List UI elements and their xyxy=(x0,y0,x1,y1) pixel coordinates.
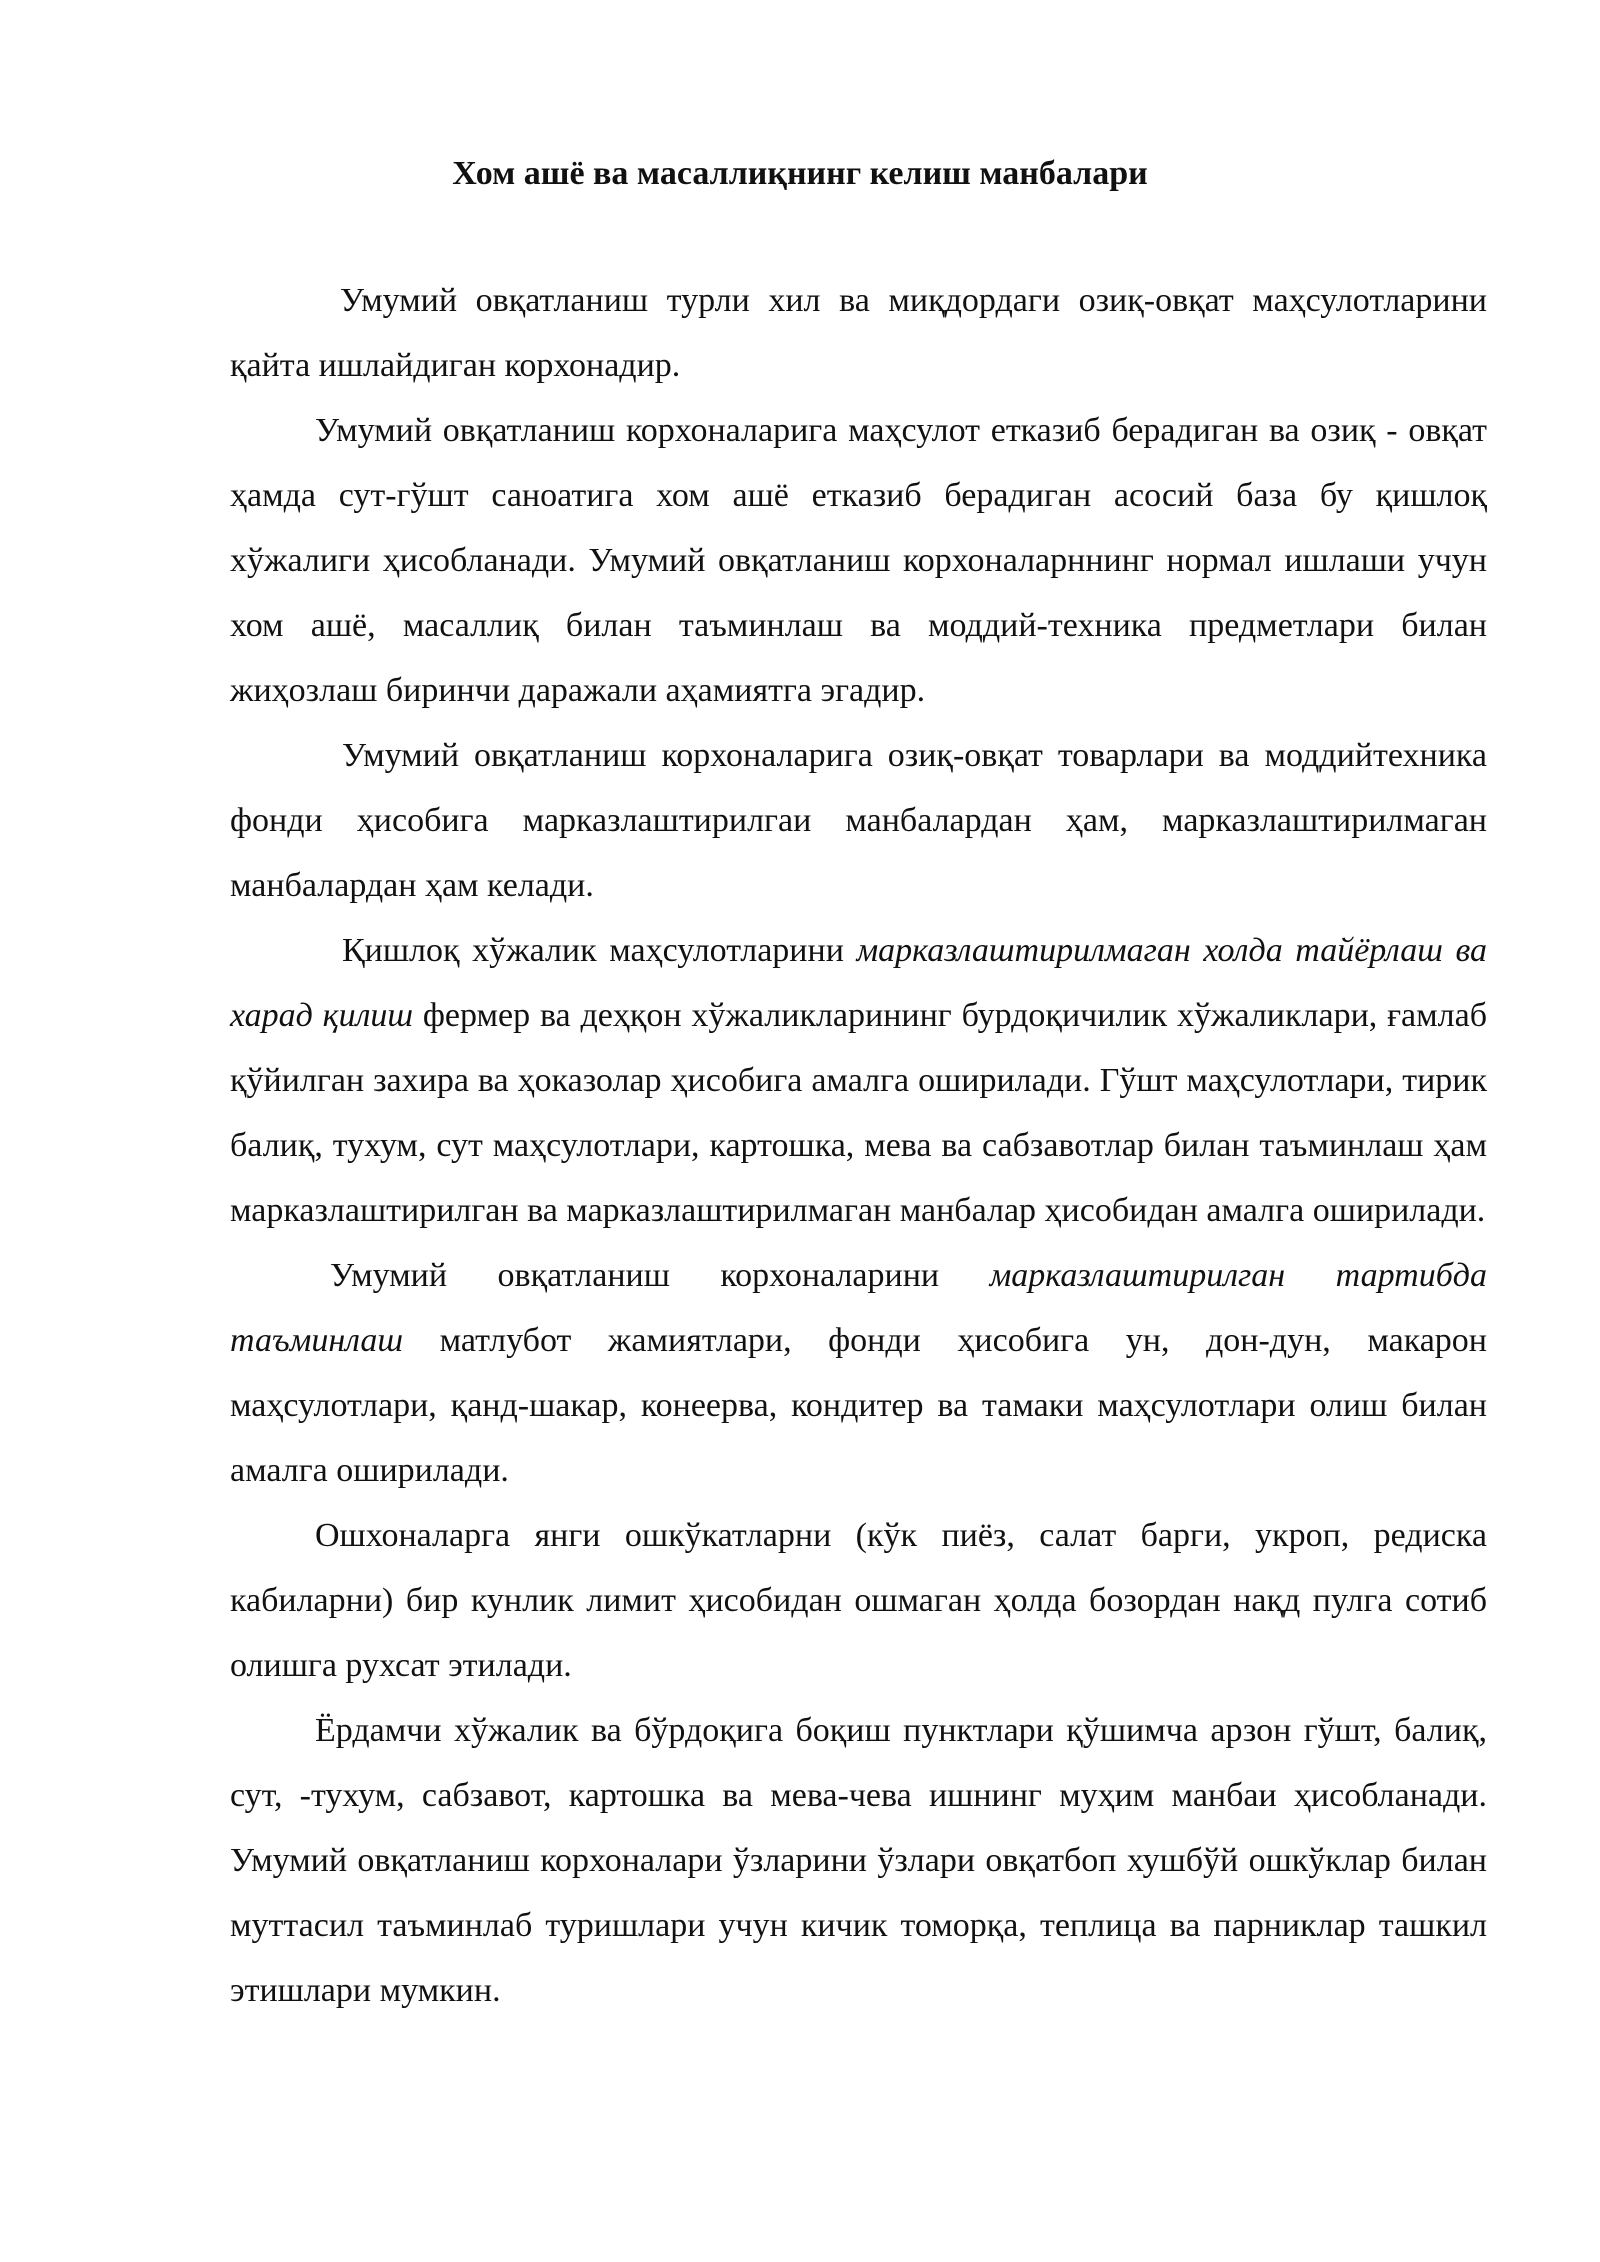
paragraph-4-emphasis: марказлаштирилмаган холда тайёрлаш ва харад қилиш xyxy=(230,932,1487,1034)
paragraph-5-emphasis: марказлаштирилган тартибда таъминлаш xyxy=(230,1257,1487,1359)
paragraph-4 xyxy=(230,918,1487,1243)
paragraph-6: Ошхоналарга янги ошкўкатларни (кўк пиёз, салат барги, укроп, редиска кабиларни) бир кунлик лимит ҳисобидан ошмаган ҳолда бозордан нақд пулга сотиб олишга рухсат этилади. xyxy=(230,1517,1487,1684)
paragraph-1: Умумий овқатланиш турли хил ва миқдордаги озиқ-овқат маҳсулотларини қайта ишлайдиган корхонадир. xyxy=(230,282,1487,384)
paragraph-3: Умумий овқатланиш корхоналарига озиқ-овқат товарлари ва моддийтехника фонди ҳисобига марказлаштирилгаи манбалардан ҳам, марказлаштирилмаган манбалардан ҳам келади. xyxy=(230,737,1487,904)
paragraph-7: Ёрдамчи хўжалик ва бўрдоқига боқиш пунктлари қўшимча арзон гўшт, балиқ, сут, -тухум, сабзавот, картошка ва мева-чева ишнинг муҳим манбаи ҳисобланади. Умумий овқатланиш корхоналари ўзларини ўзлари овқатбоп хушбўй ошкўклар билан муттасил таъминлаб туришлари учун кичик томорқа, теплица ва парниклар ташкил этишлари мумкин. xyxy=(230,1712,1487,2009)
document-body xyxy=(230,268,1487,2023)
paragraph-4-lead: Қишлоқ хўжалик маҳсулотларини xyxy=(342,932,844,969)
paragraph-5 xyxy=(230,1243,1487,1503)
paragraph-5-lead: Умумий овқатланиш корхоналарини xyxy=(330,1257,940,1294)
document-title: Хом ашё ва масаллиқнинг келиш манбалари xyxy=(452,155,1148,192)
paragraph-4-rest: фермер ва деҳқон хўжаликларининг бурдоқичилик хўжаликлари, ғамлаб қўйилган захира ва ҳоказолар ҳисобига амалга оширилади. Гўшт маҳсулотлари, тирик балиқ, тухум, сут маҳсулотлари, картошка, мева ва сабзавотлар билан таъминлаш ҳам марказлаштирилган ва марказлаштирилмаган манбалар ҳисобидан амалга оширилади. xyxy=(230,997,1487,1229)
paragraph-2: Умумий овқатланиш корхоналарига маҳсулот етказиб берадиган ва озиқ - овқат ҳамда сут-гўшт саноатига хом ашё етказиб берадиган асосий база бу қишлоқ хўжалиги ҳисобланади. Умумий овқатланиш корхоналарннинг нормал ишлаши учун хом ашё, масаллиқ билан таъминлаш ва моддий-техника предметлари билан жиҳозлаш биринчи даражали аҳамиятга эгадир. xyxy=(230,412,1487,709)
paragraph-5-rest: матлубот жамиятлари, фонди ҳисобига ун, дон-дун, макарон маҳсулотлари, қанд-шакар, конеерва, кондитер ва тамаки маҳсулотлари олиш билан амалга оширилади. xyxy=(230,1322,1488,1489)
